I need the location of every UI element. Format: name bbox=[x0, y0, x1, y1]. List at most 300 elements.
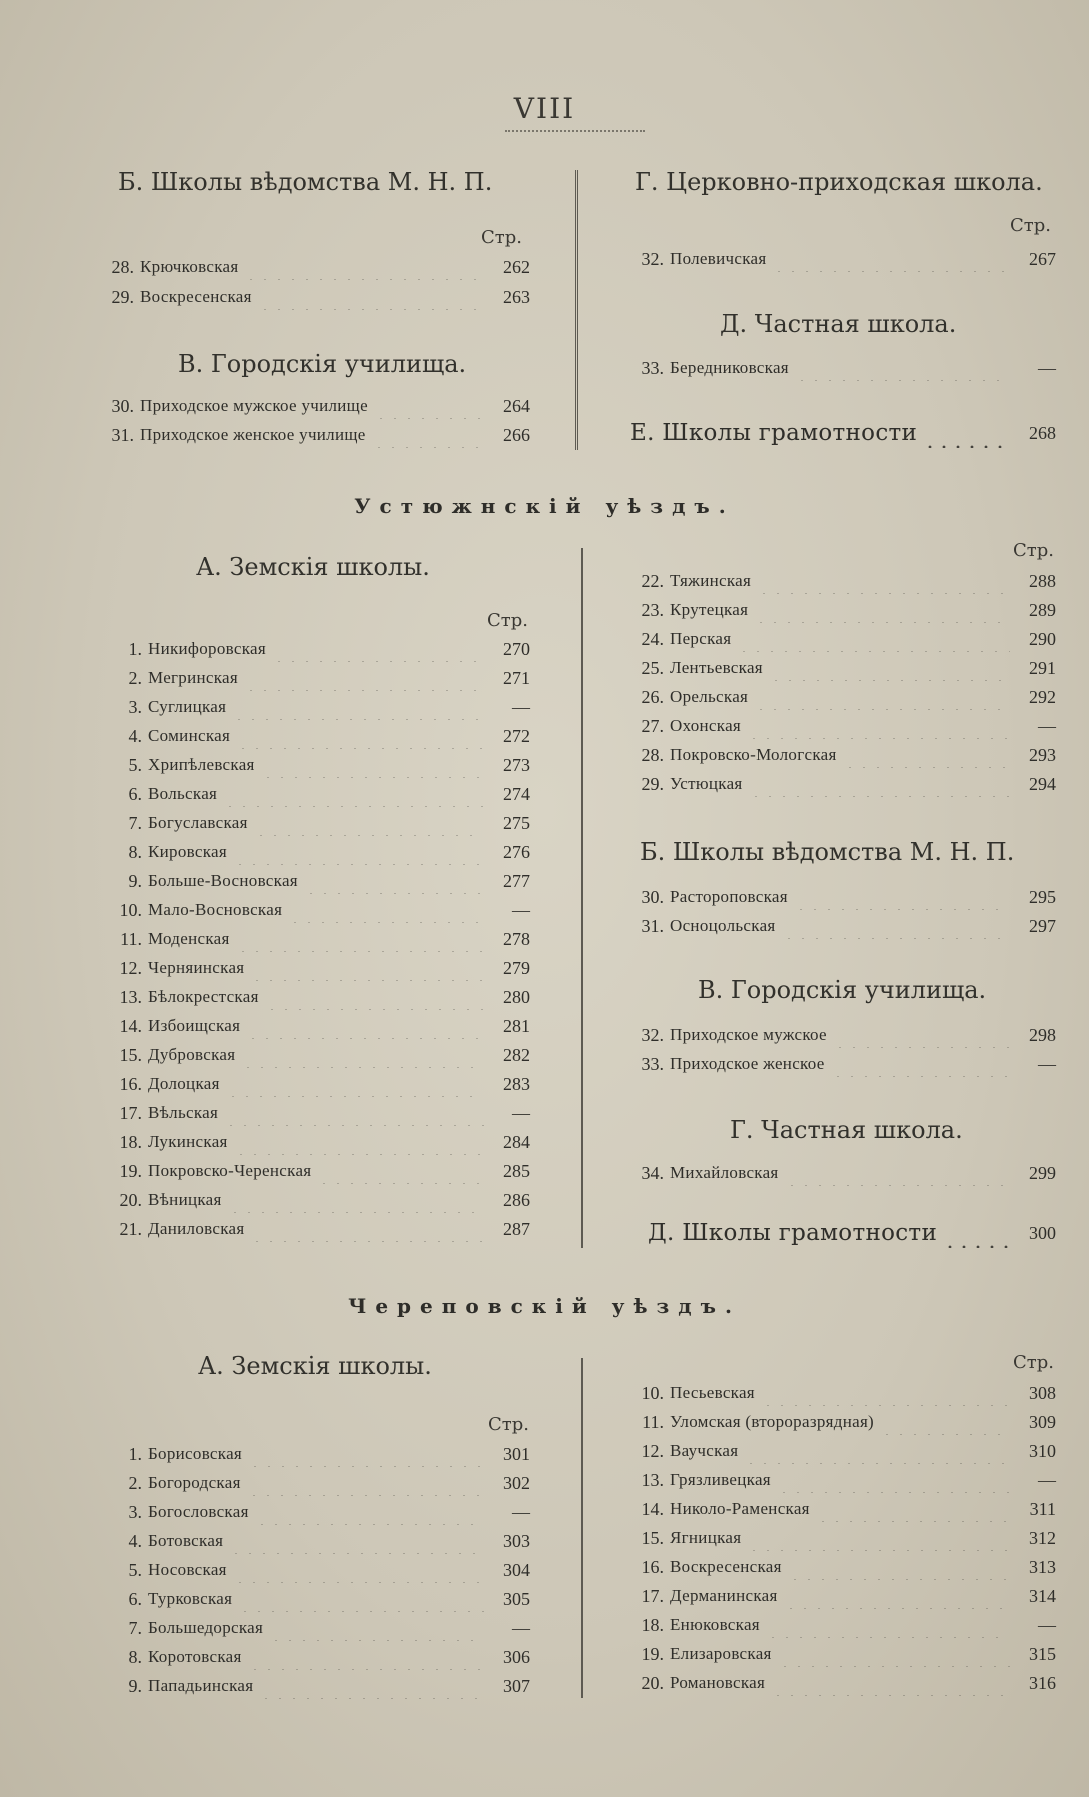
entry-number: 30. bbox=[641, 887, 664, 907]
entry-number: 9. bbox=[128, 1676, 142, 1696]
entry-page: 300 bbox=[1029, 1223, 1056, 1243]
entry-name: Елизаровская bbox=[670, 1644, 772, 1663]
dot-leader bbox=[248, 1644, 484, 1670]
toc-entry[interactable] bbox=[620, 1051, 1056, 1077]
dot-leader bbox=[236, 926, 484, 952]
entry-page: — bbox=[512, 1618, 530, 1638]
dot-leader bbox=[754, 684, 1010, 710]
entry-number: 28. bbox=[111, 257, 134, 277]
dot-leader bbox=[777, 1467, 1010, 1493]
toc-entry[interactable] bbox=[98, 1673, 530, 1699]
toc-entry[interactable] bbox=[98, 897, 530, 923]
dot-leader bbox=[261, 752, 484, 778]
dot-leader bbox=[785, 1160, 1010, 1186]
entry-name: Вѣльская bbox=[148, 1103, 219, 1122]
toc-entry[interactable] bbox=[98, 1615, 530, 1641]
entry-name: Бередниковская bbox=[670, 358, 789, 377]
entry-number: 2. bbox=[128, 668, 142, 688]
entry-name: Тяжинская bbox=[670, 571, 752, 590]
entry-name: Черняинская bbox=[148, 958, 245, 977]
entry-name: Носовская bbox=[148, 1560, 227, 1579]
entry-number: 5. bbox=[128, 755, 142, 775]
entry-name: Даниловская bbox=[148, 1219, 245, 1238]
entry-number: 28. bbox=[641, 745, 664, 765]
entry-page: 263 bbox=[503, 287, 530, 307]
entry-number: 14. bbox=[641, 1499, 664, 1519]
toc-entry[interactable] bbox=[620, 1554, 1056, 1580]
entry-name: Никифоровская bbox=[148, 639, 266, 658]
dot-leader bbox=[794, 884, 1010, 910]
entry-number: 15. bbox=[119, 1045, 142, 1065]
toc-entry[interactable] bbox=[98, 1100, 530, 1126]
page-column-label: Стр. bbox=[1010, 215, 1051, 236]
entry-page: 315 bbox=[1029, 1644, 1056, 1664]
entry-name: Борисовская bbox=[148, 1444, 243, 1463]
entry-name: Богуславская bbox=[148, 813, 248, 832]
dot-leader bbox=[272, 636, 484, 662]
entry-page: 290 bbox=[1029, 629, 1056, 649]
entry-name: Лентьевская bbox=[670, 658, 763, 677]
dot-leader bbox=[232, 694, 484, 720]
entry-page: 303 bbox=[503, 1531, 530, 1551]
entry-number: 20. bbox=[119, 1190, 142, 1210]
entry-page: 284 bbox=[503, 1132, 530, 1152]
dot-leader bbox=[782, 913, 1010, 939]
section-heading: Г. Частная школа. bbox=[730, 1116, 963, 1144]
dot-leader bbox=[784, 1583, 1010, 1609]
section-heading: В. Городскія училища. bbox=[178, 350, 467, 378]
entry-page: 302 bbox=[503, 1473, 530, 1493]
dot-leader bbox=[241, 1042, 484, 1068]
toc-entry[interactable] bbox=[620, 568, 1056, 594]
column-divider bbox=[581, 1358, 583, 1698]
entry-page: 283 bbox=[503, 1074, 530, 1094]
entry-name: Осноцольская bbox=[670, 916, 776, 935]
entry-number: 18. bbox=[119, 1132, 142, 1152]
entry-number: 16. bbox=[119, 1074, 142, 1094]
entry-number: 12. bbox=[119, 958, 142, 978]
toc-entry[interactable] bbox=[620, 1438, 1056, 1464]
toc-entry[interactable] bbox=[620, 1380, 1056, 1406]
entry-page: 310 bbox=[1029, 1441, 1056, 1461]
entry-page: 267 bbox=[1029, 249, 1056, 269]
page-column-label: Стр. bbox=[488, 1414, 529, 1435]
toc-entry[interactable] bbox=[98, 1586, 530, 1612]
toc-entry[interactable] bbox=[98, 1499, 530, 1525]
entry-number: 17. bbox=[119, 1103, 142, 1123]
entry-name: Крутецкая bbox=[670, 600, 749, 619]
dot-leader bbox=[265, 984, 484, 1010]
entry-number: 24. bbox=[641, 629, 664, 649]
toc-entry[interactable] bbox=[98, 926, 530, 952]
dot-leader bbox=[833, 1022, 1010, 1048]
dot-leader bbox=[795, 355, 1010, 381]
entry-page: 275 bbox=[503, 813, 530, 833]
dot-leader bbox=[761, 1380, 1010, 1406]
toc-entry[interactable] bbox=[90, 254, 530, 280]
dot-leader bbox=[788, 1554, 1010, 1580]
entry-page: 274 bbox=[503, 784, 530, 804]
entry-name: Грязливецкая bbox=[670, 1470, 771, 1489]
entry-page: 301 bbox=[503, 1444, 530, 1464]
entry-number: 6. bbox=[128, 1589, 142, 1609]
toc-entry[interactable] bbox=[620, 742, 1056, 768]
entry-number: 9. bbox=[128, 871, 142, 891]
entry-number: 7. bbox=[128, 1618, 142, 1638]
toc-entry[interactable] bbox=[620, 884, 1056, 910]
entry-page: 286 bbox=[503, 1190, 530, 1210]
dot-leader bbox=[831, 1051, 1010, 1077]
entry-page: 293 bbox=[1029, 745, 1056, 765]
entry-name: Ботовская bbox=[148, 1531, 224, 1550]
entry-name: Приходское женское училище bbox=[140, 425, 366, 444]
entry-number: 12. bbox=[641, 1441, 664, 1461]
section-heading: Е. Школы грамотности bbox=[630, 420, 918, 446]
entry-number: 4. bbox=[128, 1531, 142, 1551]
entry-number: 25. bbox=[641, 658, 664, 678]
toc-entry[interactable] bbox=[90, 422, 530, 448]
entry-name: Устюцкая bbox=[670, 774, 743, 793]
entry-name: Михайловская bbox=[670, 1163, 779, 1182]
entry-name: Орельская bbox=[670, 687, 749, 706]
toc-entry[interactable] bbox=[98, 1158, 530, 1184]
entry-name: Коротовская bbox=[148, 1647, 242, 1666]
entry-page: 266 bbox=[503, 425, 530, 445]
entry-number: 19. bbox=[641, 1644, 664, 1664]
ornamental-rule bbox=[505, 130, 645, 134]
toc-entry[interactable] bbox=[620, 1670, 1056, 1696]
entry-number: 3. bbox=[128, 697, 142, 717]
dot-leader bbox=[744, 1438, 1010, 1464]
entry-page: 281 bbox=[503, 1016, 530, 1036]
toc-entry[interactable] bbox=[98, 810, 530, 836]
entry-name: Николо-Раменская bbox=[670, 1499, 810, 1518]
entry-page: 305 bbox=[503, 1589, 530, 1609]
toc-entry[interactable] bbox=[98, 839, 530, 865]
entry-page: 289 bbox=[1029, 600, 1056, 620]
entry-page: 262 bbox=[503, 257, 530, 277]
entry-page: 298 bbox=[1029, 1025, 1056, 1045]
toc-entry[interactable] bbox=[620, 684, 1056, 710]
dot-leader bbox=[766, 1612, 1010, 1638]
dot-leader bbox=[244, 665, 484, 691]
entry-number: 31. bbox=[111, 425, 134, 445]
entry-page: 287 bbox=[503, 1219, 530, 1239]
toc-entry[interactable] bbox=[98, 1129, 530, 1155]
toc-entry[interactable] bbox=[620, 1525, 1056, 1551]
entry-name: Ягницкая bbox=[670, 1528, 742, 1547]
toc-entry[interactable] bbox=[98, 1557, 530, 1583]
dot-leader bbox=[228, 1187, 484, 1213]
entry-name: Моденская bbox=[148, 929, 230, 948]
toc-entry[interactable] bbox=[98, 868, 530, 894]
toc-heading-entry[interactable] bbox=[630, 418, 1056, 448]
section-heading: Б. Школы вѣдомства М. Н. П. bbox=[118, 168, 493, 196]
entry-number: 33. bbox=[641, 1054, 664, 1074]
entry-page: 270 bbox=[503, 639, 530, 659]
section-heading: Г. Церковно-приходская школа. bbox=[635, 168, 1043, 196]
toc-entry[interactable] bbox=[98, 752, 530, 778]
dot-leader bbox=[233, 1557, 484, 1583]
dot-leader bbox=[288, 897, 484, 923]
dot-leader bbox=[233, 839, 484, 865]
toc-entry[interactable] bbox=[98, 723, 530, 749]
dot-leader bbox=[754, 597, 1010, 623]
dot-leader bbox=[238, 1586, 484, 1612]
entry-page: 278 bbox=[503, 929, 530, 949]
entry-name: Перская bbox=[670, 629, 732, 648]
entry-page: 316 bbox=[1029, 1673, 1056, 1693]
toc-entry[interactable] bbox=[620, 1612, 1056, 1638]
toc-entry[interactable] bbox=[620, 1467, 1056, 1493]
entry-name: Турковская bbox=[148, 1589, 233, 1608]
entry-name: Долоцкая bbox=[148, 1074, 220, 1093]
toc-entry[interactable] bbox=[620, 355, 1056, 381]
entry-name: Романовская bbox=[670, 1673, 766, 1692]
entry-page: — bbox=[1038, 1054, 1056, 1074]
entry-number: 10. bbox=[119, 900, 142, 920]
entry-page: 313 bbox=[1029, 1557, 1056, 1577]
entry-page: 307 bbox=[503, 1676, 530, 1696]
toc-entry[interactable] bbox=[98, 1644, 530, 1670]
entry-number: 29. bbox=[111, 287, 134, 307]
toc-entry[interactable] bbox=[98, 984, 530, 1010]
toc-entry[interactable] bbox=[98, 694, 530, 720]
entry-page: 288 bbox=[1029, 571, 1056, 591]
dot-leader bbox=[229, 1528, 484, 1554]
entry-number: 14. bbox=[119, 1016, 142, 1036]
entry-page: — bbox=[1038, 1470, 1056, 1490]
entry-number: 27. bbox=[641, 716, 664, 736]
page-column-label: Стр. bbox=[1013, 540, 1054, 561]
dot-leader bbox=[259, 1673, 484, 1699]
entry-number: 11. bbox=[120, 929, 142, 949]
toc-entry[interactable] bbox=[620, 713, 1056, 739]
entry-name: Больше-Восновская bbox=[148, 871, 298, 890]
toc-entry[interactable] bbox=[98, 955, 530, 981]
entry-number: 21. bbox=[119, 1219, 142, 1239]
entry-page: 309 bbox=[1029, 1412, 1056, 1432]
toc-entry[interactable] bbox=[620, 1583, 1056, 1609]
entry-number: 3. bbox=[128, 1502, 142, 1522]
dot-leader bbox=[747, 713, 1010, 739]
entry-number: 34. bbox=[641, 1163, 664, 1183]
toc-entry[interactable] bbox=[98, 1470, 530, 1496]
entry-number: 17. bbox=[641, 1586, 664, 1606]
entry-number: 22. bbox=[641, 571, 664, 591]
toc-entry[interactable] bbox=[98, 665, 530, 691]
entry-name: Охонская bbox=[670, 716, 742, 735]
entry-page: 308 bbox=[1029, 1383, 1056, 1403]
toc-entry[interactable] bbox=[98, 781, 530, 807]
entry-number: 32. bbox=[641, 249, 664, 269]
entry-name: Бѣлокрестская bbox=[148, 987, 259, 1006]
district-title: Устюжнскій уѣздъ. bbox=[354, 494, 735, 518]
entry-name: Вѣницкая bbox=[148, 1190, 222, 1209]
entry-number: 29. bbox=[641, 774, 664, 794]
dot-leader bbox=[778, 1641, 1010, 1667]
toc-entry[interactable] bbox=[98, 1528, 530, 1554]
section-heading: Б. Школы вѣдомства М. Н. П. bbox=[640, 838, 1015, 866]
entry-name: Богословская bbox=[148, 1502, 249, 1521]
dot-leader bbox=[843, 742, 1010, 768]
entry-page: 271 bbox=[503, 668, 530, 688]
toc-entry[interactable] bbox=[620, 246, 1056, 272]
entry-name: Ваучская bbox=[670, 1441, 739, 1460]
entry-number: 23. bbox=[641, 600, 664, 620]
toc-entry[interactable] bbox=[620, 1409, 1056, 1435]
toc-entry[interactable] bbox=[98, 1013, 530, 1039]
entry-page: — bbox=[1038, 358, 1056, 378]
dot-leader bbox=[816, 1496, 1010, 1522]
entry-number: 31. bbox=[641, 916, 664, 936]
toc-entry[interactable] bbox=[620, 1160, 1056, 1186]
page-column-label: Стр. bbox=[481, 227, 522, 248]
toc-entry[interactable] bbox=[620, 1641, 1056, 1667]
dot-leader bbox=[772, 246, 1010, 272]
entry-number: 7. bbox=[128, 813, 142, 833]
entry-name: Покровско-Мологская bbox=[670, 745, 837, 764]
entry-number: 32. bbox=[641, 1025, 664, 1045]
district-title: Череповскій уѣздъ. bbox=[348, 1294, 741, 1318]
entry-page: 295 bbox=[1029, 887, 1056, 907]
dot-leader bbox=[223, 781, 484, 807]
entry-page: 277 bbox=[503, 871, 530, 891]
section-heading: Д. Частная школа. bbox=[720, 310, 957, 338]
entry-page: 314 bbox=[1029, 1586, 1056, 1606]
toc-entry[interactable] bbox=[620, 1022, 1056, 1048]
entry-name: Избоищская bbox=[148, 1016, 241, 1035]
section-heading: А. Земскія школы. bbox=[196, 553, 430, 581]
toc-entry[interactable] bbox=[620, 597, 1056, 623]
entry-page: 297 bbox=[1029, 916, 1056, 936]
entry-number: 30. bbox=[111, 396, 134, 416]
dot-leader bbox=[258, 284, 484, 310]
entry-number: 10. bbox=[641, 1383, 664, 1403]
entry-page: 294 bbox=[1029, 774, 1056, 794]
toc-entry[interactable] bbox=[90, 393, 530, 419]
dot-leader bbox=[255, 1499, 484, 1525]
dot-leader bbox=[943, 1218, 1010, 1248]
entry-page: 311 bbox=[1029, 1499, 1056, 1519]
entry-name: Дерманинская bbox=[670, 1586, 778, 1605]
entry-name: Суглицкая bbox=[148, 697, 227, 716]
entry-number: 11. bbox=[642, 1412, 664, 1432]
entry-number: 1. bbox=[128, 639, 142, 659]
dot-leader bbox=[254, 810, 484, 836]
entry-number: 19. bbox=[119, 1161, 142, 1181]
entry-number: 33. bbox=[641, 358, 664, 378]
entry-page: — bbox=[512, 1502, 530, 1522]
dot-leader bbox=[226, 1071, 484, 1097]
entry-number: 13. bbox=[641, 1470, 664, 1490]
toc-entry[interactable] bbox=[98, 1187, 530, 1213]
entry-name: Воскресенская bbox=[670, 1557, 782, 1576]
entry-page: — bbox=[1038, 1615, 1056, 1635]
entry-page: 304 bbox=[503, 1560, 530, 1580]
entry-number: 8. bbox=[128, 1647, 142, 1667]
toc-entry[interactable] bbox=[98, 1441, 530, 1467]
entry-name: Пападьинская bbox=[148, 1676, 254, 1695]
entry-name: Мало-Восновская bbox=[148, 900, 283, 919]
page-number: VIII bbox=[513, 92, 576, 125]
entry-page: 273 bbox=[503, 755, 530, 775]
entry-number: 4. bbox=[128, 726, 142, 746]
dot-leader bbox=[250, 1216, 484, 1242]
dot-leader bbox=[747, 1525, 1010, 1551]
entry-number: 5. bbox=[128, 1560, 142, 1580]
entry-name: Мегринская bbox=[148, 668, 239, 687]
toc-entry[interactable] bbox=[98, 1071, 530, 1097]
dot-leader bbox=[737, 626, 1010, 652]
entry-name: Дубровская bbox=[148, 1045, 236, 1064]
entry-name: Енюковская bbox=[670, 1615, 760, 1634]
entry-name: Покровско-Черенская bbox=[148, 1161, 312, 1180]
dot-leader bbox=[248, 1441, 484, 1467]
section-heading: В. Городскія училища. bbox=[698, 976, 987, 1004]
toc-entry[interactable] bbox=[98, 1042, 530, 1068]
dot-leader bbox=[244, 254, 484, 280]
entry-name: Воскресенская bbox=[140, 287, 252, 306]
toc-entry[interactable] bbox=[620, 1496, 1056, 1522]
toc-entry[interactable] bbox=[98, 636, 530, 662]
entry-name: Вольская bbox=[148, 784, 218, 803]
toc-heading-entry[interactable] bbox=[648, 1218, 1056, 1248]
column-divider bbox=[575, 170, 578, 450]
entry-number: 16. bbox=[641, 1557, 664, 1577]
section-heading: А. Земскія школы. bbox=[198, 1352, 432, 1380]
dot-leader bbox=[757, 568, 1010, 594]
entry-name: Кировская bbox=[148, 842, 227, 861]
toc-entry[interactable] bbox=[620, 626, 1056, 652]
dot-leader bbox=[923, 418, 1010, 448]
entry-page: 268 bbox=[1029, 423, 1056, 443]
entry-name: Полевичская bbox=[670, 249, 767, 268]
dot-leader bbox=[372, 422, 484, 448]
section-heading: Д. Школы грамотности bbox=[648, 1220, 938, 1246]
toc-entry[interactable] bbox=[620, 913, 1056, 939]
toc-entry[interactable] bbox=[620, 771, 1056, 797]
dot-leader bbox=[374, 393, 484, 419]
entry-number: 6. bbox=[128, 784, 142, 804]
entry-number: 20. bbox=[641, 1673, 664, 1693]
page-column-label: Стр. bbox=[487, 610, 528, 631]
page-column-label: Стр. bbox=[1013, 1352, 1054, 1373]
dot-leader bbox=[247, 1470, 484, 1496]
toc-entry[interactable] bbox=[90, 284, 530, 310]
entry-name: Лукинская bbox=[148, 1132, 228, 1151]
entry-number: 18. bbox=[641, 1615, 664, 1635]
entry-name: Крючковская bbox=[140, 257, 239, 276]
entry-page: 292 bbox=[1029, 687, 1056, 707]
dot-leader bbox=[234, 1129, 484, 1155]
entry-page: — bbox=[512, 900, 530, 920]
entry-page: 280 bbox=[503, 987, 530, 1007]
entry-page: — bbox=[512, 697, 530, 717]
entry-number: 2. bbox=[128, 1473, 142, 1493]
dot-leader bbox=[771, 1670, 1010, 1696]
entry-name: Большедорская bbox=[148, 1618, 264, 1637]
entry-page: 285 bbox=[503, 1161, 530, 1181]
toc-entry[interactable] bbox=[98, 1216, 530, 1242]
entry-name: Богородская bbox=[148, 1473, 241, 1492]
entry-name: Уломская (второразрядная) bbox=[670, 1412, 875, 1431]
entry-name: Приходское мужское училище bbox=[140, 396, 368, 415]
entry-page: 276 bbox=[503, 842, 530, 862]
dot-leader bbox=[317, 1158, 484, 1184]
toc-entry[interactable] bbox=[620, 655, 1056, 681]
entry-name: Песьевская bbox=[670, 1383, 755, 1402]
